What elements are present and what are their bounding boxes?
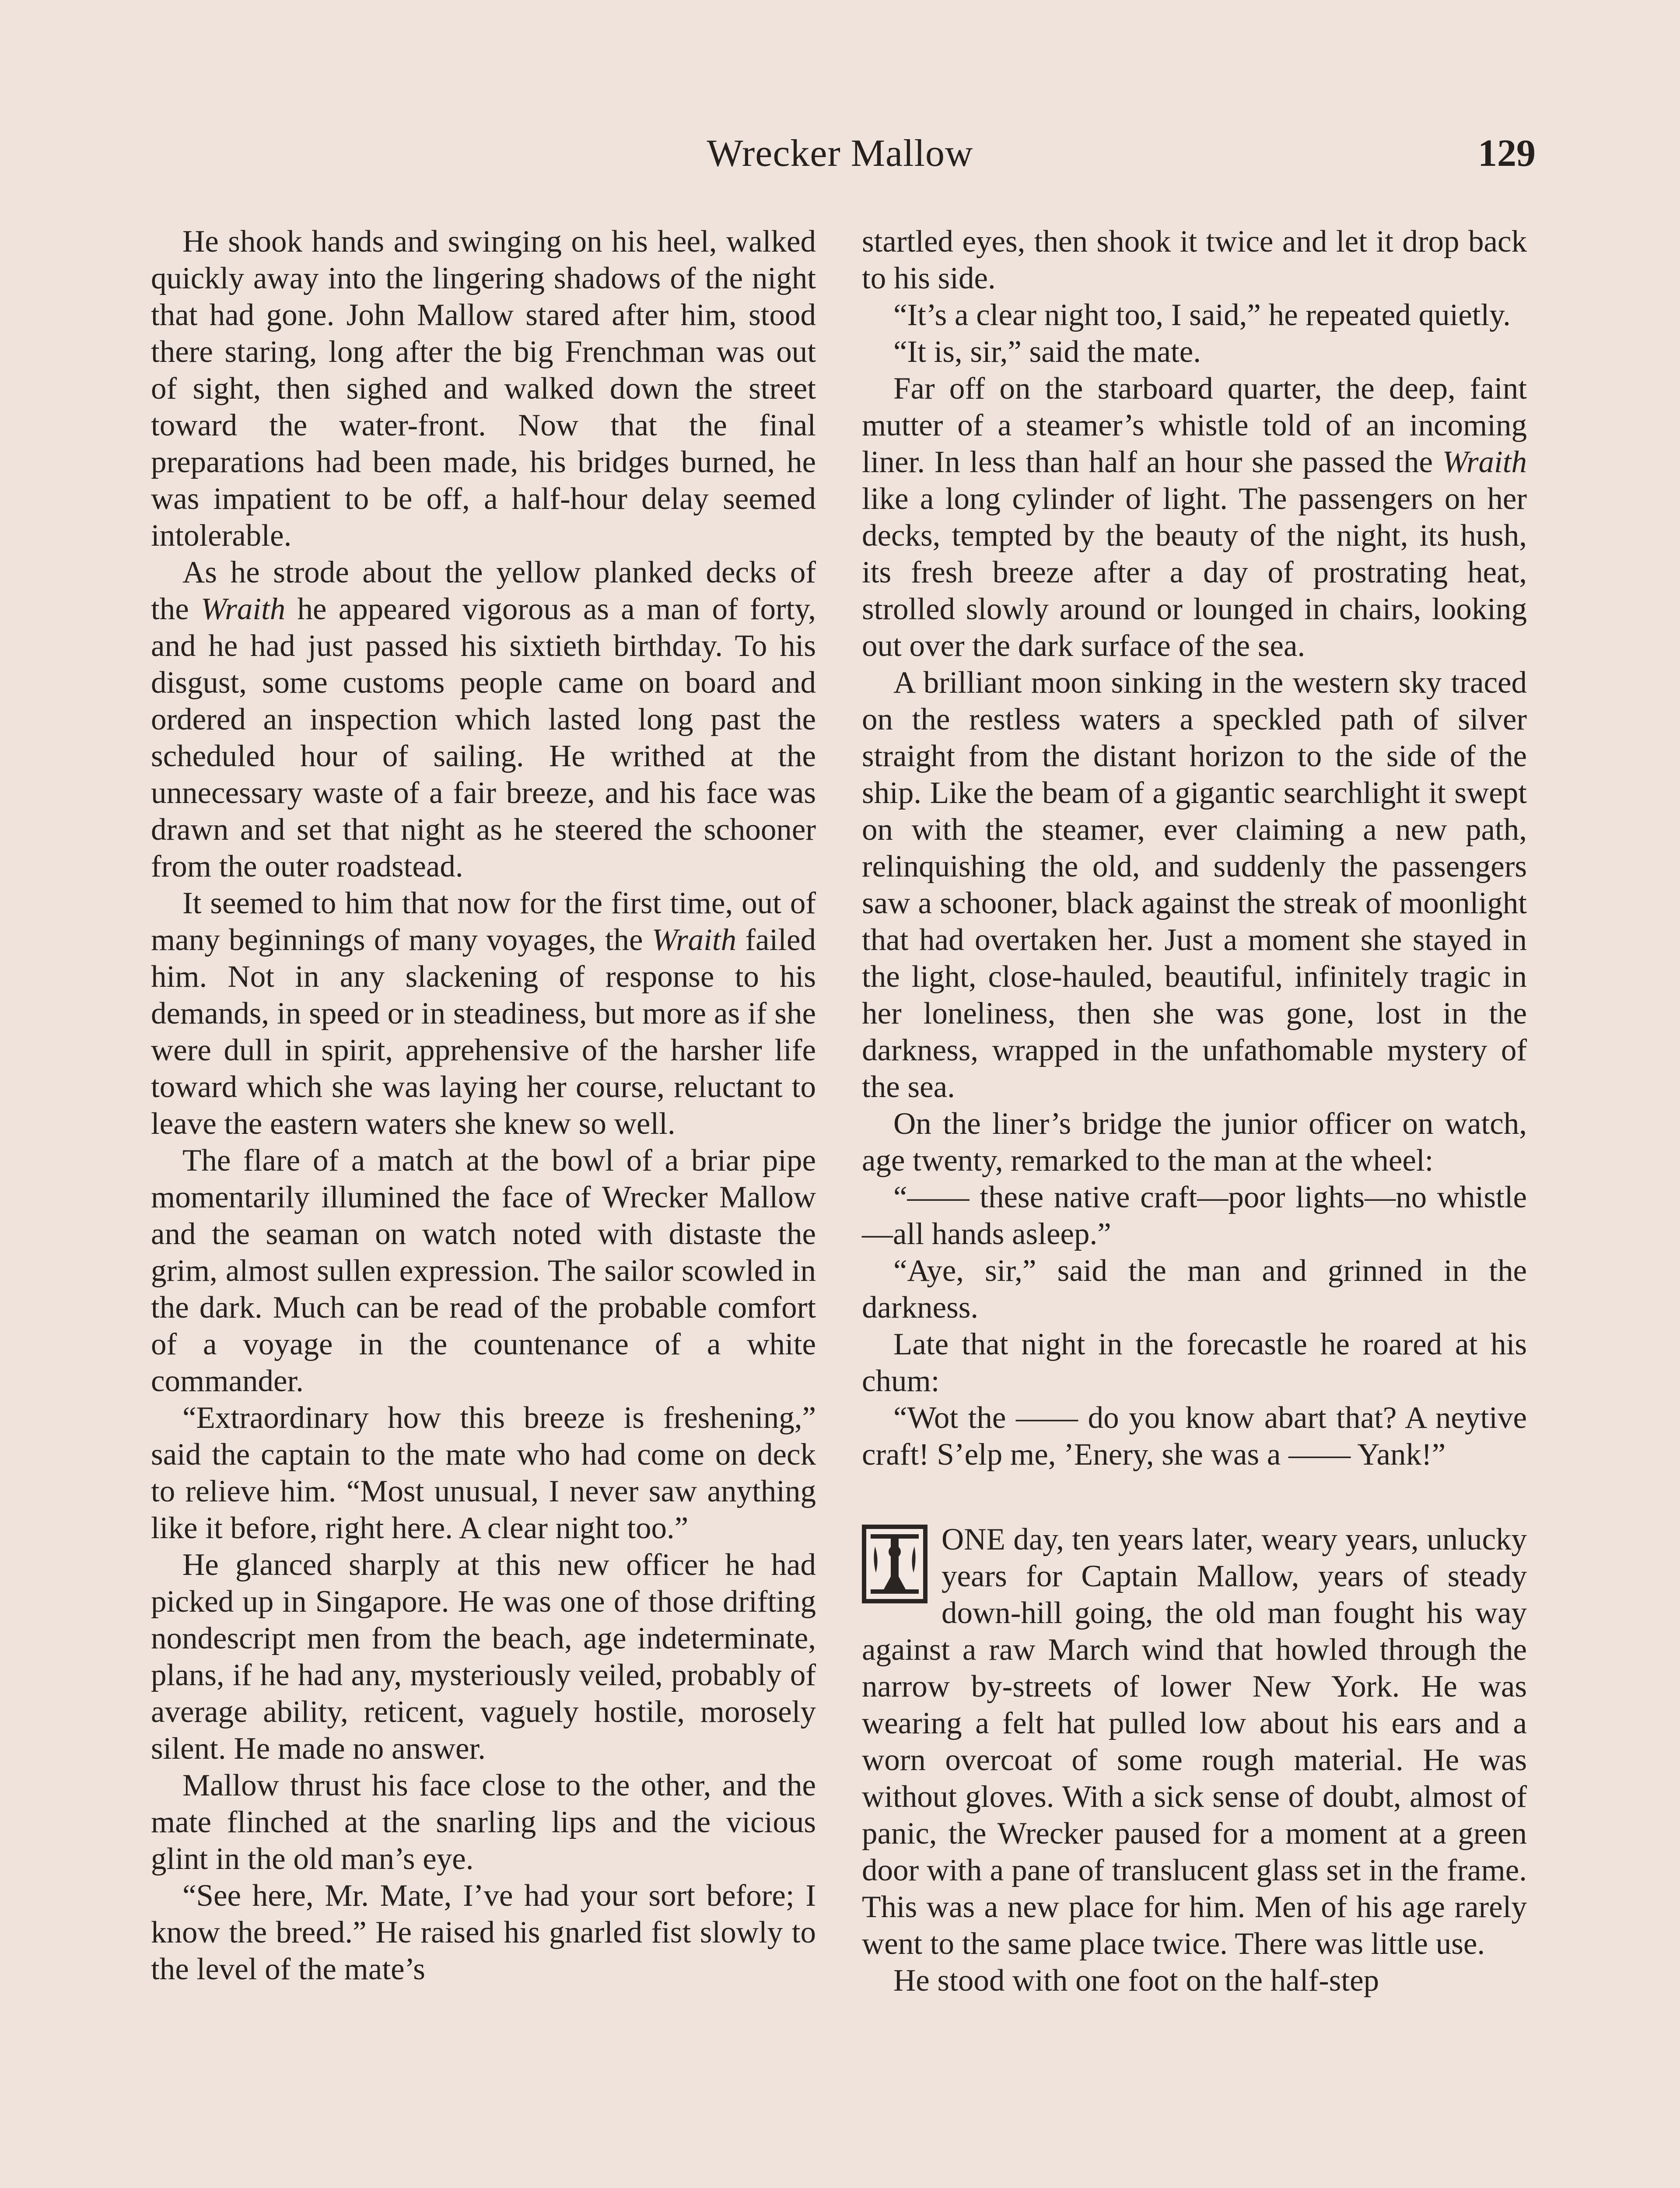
left-column — [151, 223, 816, 1988]
ship-name: Wraith — [200, 592, 286, 626]
paragraph: The flare of a match at the bowl of a briar pipe momentarily illumined the face of Wrecker Mallow and the seaman on watch noted with distaste the grim, almost sullen expression. The sailor scowled in the dark. Much can be read of the probable comfort of a voyage in the countenance of a white commander. — [151, 1143, 816, 1398]
paragraph: “It is, sir,” said the mate. — [893, 335, 1201, 369]
paragraph: Far off on the starboard quarter, the deep, faint mutter of a steamer’s whistle told of an incoming liner. In less than half an hour she passed the Wraith like a long cylinder of light. The passengers on her decks, tempted by the beauty of the night, its hush, its fresh breeze after a day of prostrating heat, strolled slowly around or lounged in chairs, looking out over the dark surface of the sea. — [862, 372, 1527, 663]
paragraph: “Wot the —— do you know abart that? A neytive craft! S’elp me, ’Enery, she was a —— Yank!” — [862, 1401, 1527, 1472]
ornamental-dropcap-figure-icon — [862, 1525, 928, 1603]
paragraph: Mallow thrust his face close to the other, and the mate flinched at the snarling lips and the vicious glint in the old man’s eye. — [151, 1768, 816, 1876]
paragraph: “It’s a clear night too, I said,” he repeated quietly. — [893, 298, 1511, 332]
ship-name: Wraith — [1442, 445, 1527, 479]
right-column — [862, 223, 1527, 1999]
ship-name: Wraith — [651, 923, 737, 957]
paragraph: On the liner’s bridge the junior officer on watch, age twenty, remarked to the man at the wheel: — [862, 1107, 1527, 1178]
paragraph: “—— these native craft—poor lights—no whistle—all hands asleep.” — [862, 1180, 1527, 1251]
section-paragraph — [862, 1521, 1527, 1962]
section-text: ONE day, ten years later, weary years, unlucky years for Captain Mallow, years of steady down-hill going, the old man fought his way against a raw March wind that howled through the narrow by-streets of lower New York. He was wearing a felt hat pulled low about his ears and a worn overcoat of some rough material. He was without gloves. With a sick sense of doubt, almost of panic, the Wrecker paused for a moment at a green door with a pane of translucent glass set in the frame. This was a new place for him. Men of his age rarely went to the same place twice. There was little use. — [862, 1522, 1527, 1961]
paragraph: He glanced sharply at this new officer he had picked up in Singapore. He was one of those drifting nondescript men from the beach, age indeterminate, plans, if he had any, mysteriously veiled, probably of average ability, reticent, vaguely hostile, morosely silent. He made no answer. — [151, 1548, 816, 1766]
paragraph: “See here, Mr. Mate, I’ve had your sort before; I know the breed.” He raised his gnarled fist slowly to the level of the mate’s — [151, 1879, 816, 1986]
page-number: 129 — [1478, 132, 1536, 175]
paragraph: It seemed to him that now for the first time, out of many beginnings of many voyages, the Wraith failed him. Not in any slackening of response to his demands, in speed or in steadiness, but more as if she were dull in spirit, apprehensive of the harsher life toward which she was laying her course, reluctant to leave the eastern waters she knew so well. — [151, 886, 816, 1141]
running-head-title: Wrecker Mallow — [707, 132, 973, 175]
paragraph-continuation: startled eyes, then shook it twice and let it drop back to his side. — [862, 224, 1527, 295]
paragraph: “Aye, sir,” said the man and grinned in the darkness. — [862, 1254, 1527, 1325]
paragraph: “Extraordinary how this breeze is freshening,” said the captain to the mate who had come on deck to relieve him. “Most unusual, I never saw anything like it before, right here. A clear night too.” — [151, 1401, 816, 1545]
paragraph: He shook hands and swinging on his heel, walked quickly away into the lingering shadows of the night that had gone. John Mallow stared after him, stood there staring, long after the big Frenchman was out of sight, then sighed and walked down the street toward the water-front. Now that the final preparations had been made, his bridges burned, he was impatient to be off, a half-hour delay seemed intolerable. — [151, 224, 816, 553]
paragraph: He stood with one foot on the half-step — [893, 1964, 1379, 1998]
paragraph: A brilliant moon sinking in the western sky traced on the restless waters a speckled path of silver straight from the distant horizon to the side of the ship. Like the beam of a gigantic searchlight it swept on with the steamer, ever claiming a new path, relinquishing the old, and suddenly the passengers saw a schooner, black against the streak of moonlight that had overtaken her. Just a moment she stayed in the light, close-hauled, beautiful, infinitely tragic in her loneliness, then she was gone, lost in the darkness, wrapped in the unfathomable mystery of the sea. — [862, 666, 1527, 1104]
paragraph: As he strode about the yellow planked decks of the Wraith he appeared vigorous as a man of forty, and he had just passed his sixtieth birthday. To his disgust, some customs people came on board and ordered an inspection which lasted long past the scheduled hour of sailing. He writhed at the unnecessary waste of a fair breeze, and his face was drawn and set that night as he steered the schooner from the outer roadstead. — [151, 555, 816, 884]
paragraph: Late that night in the forecastle he roared at his chum: — [862, 1327, 1527, 1398]
